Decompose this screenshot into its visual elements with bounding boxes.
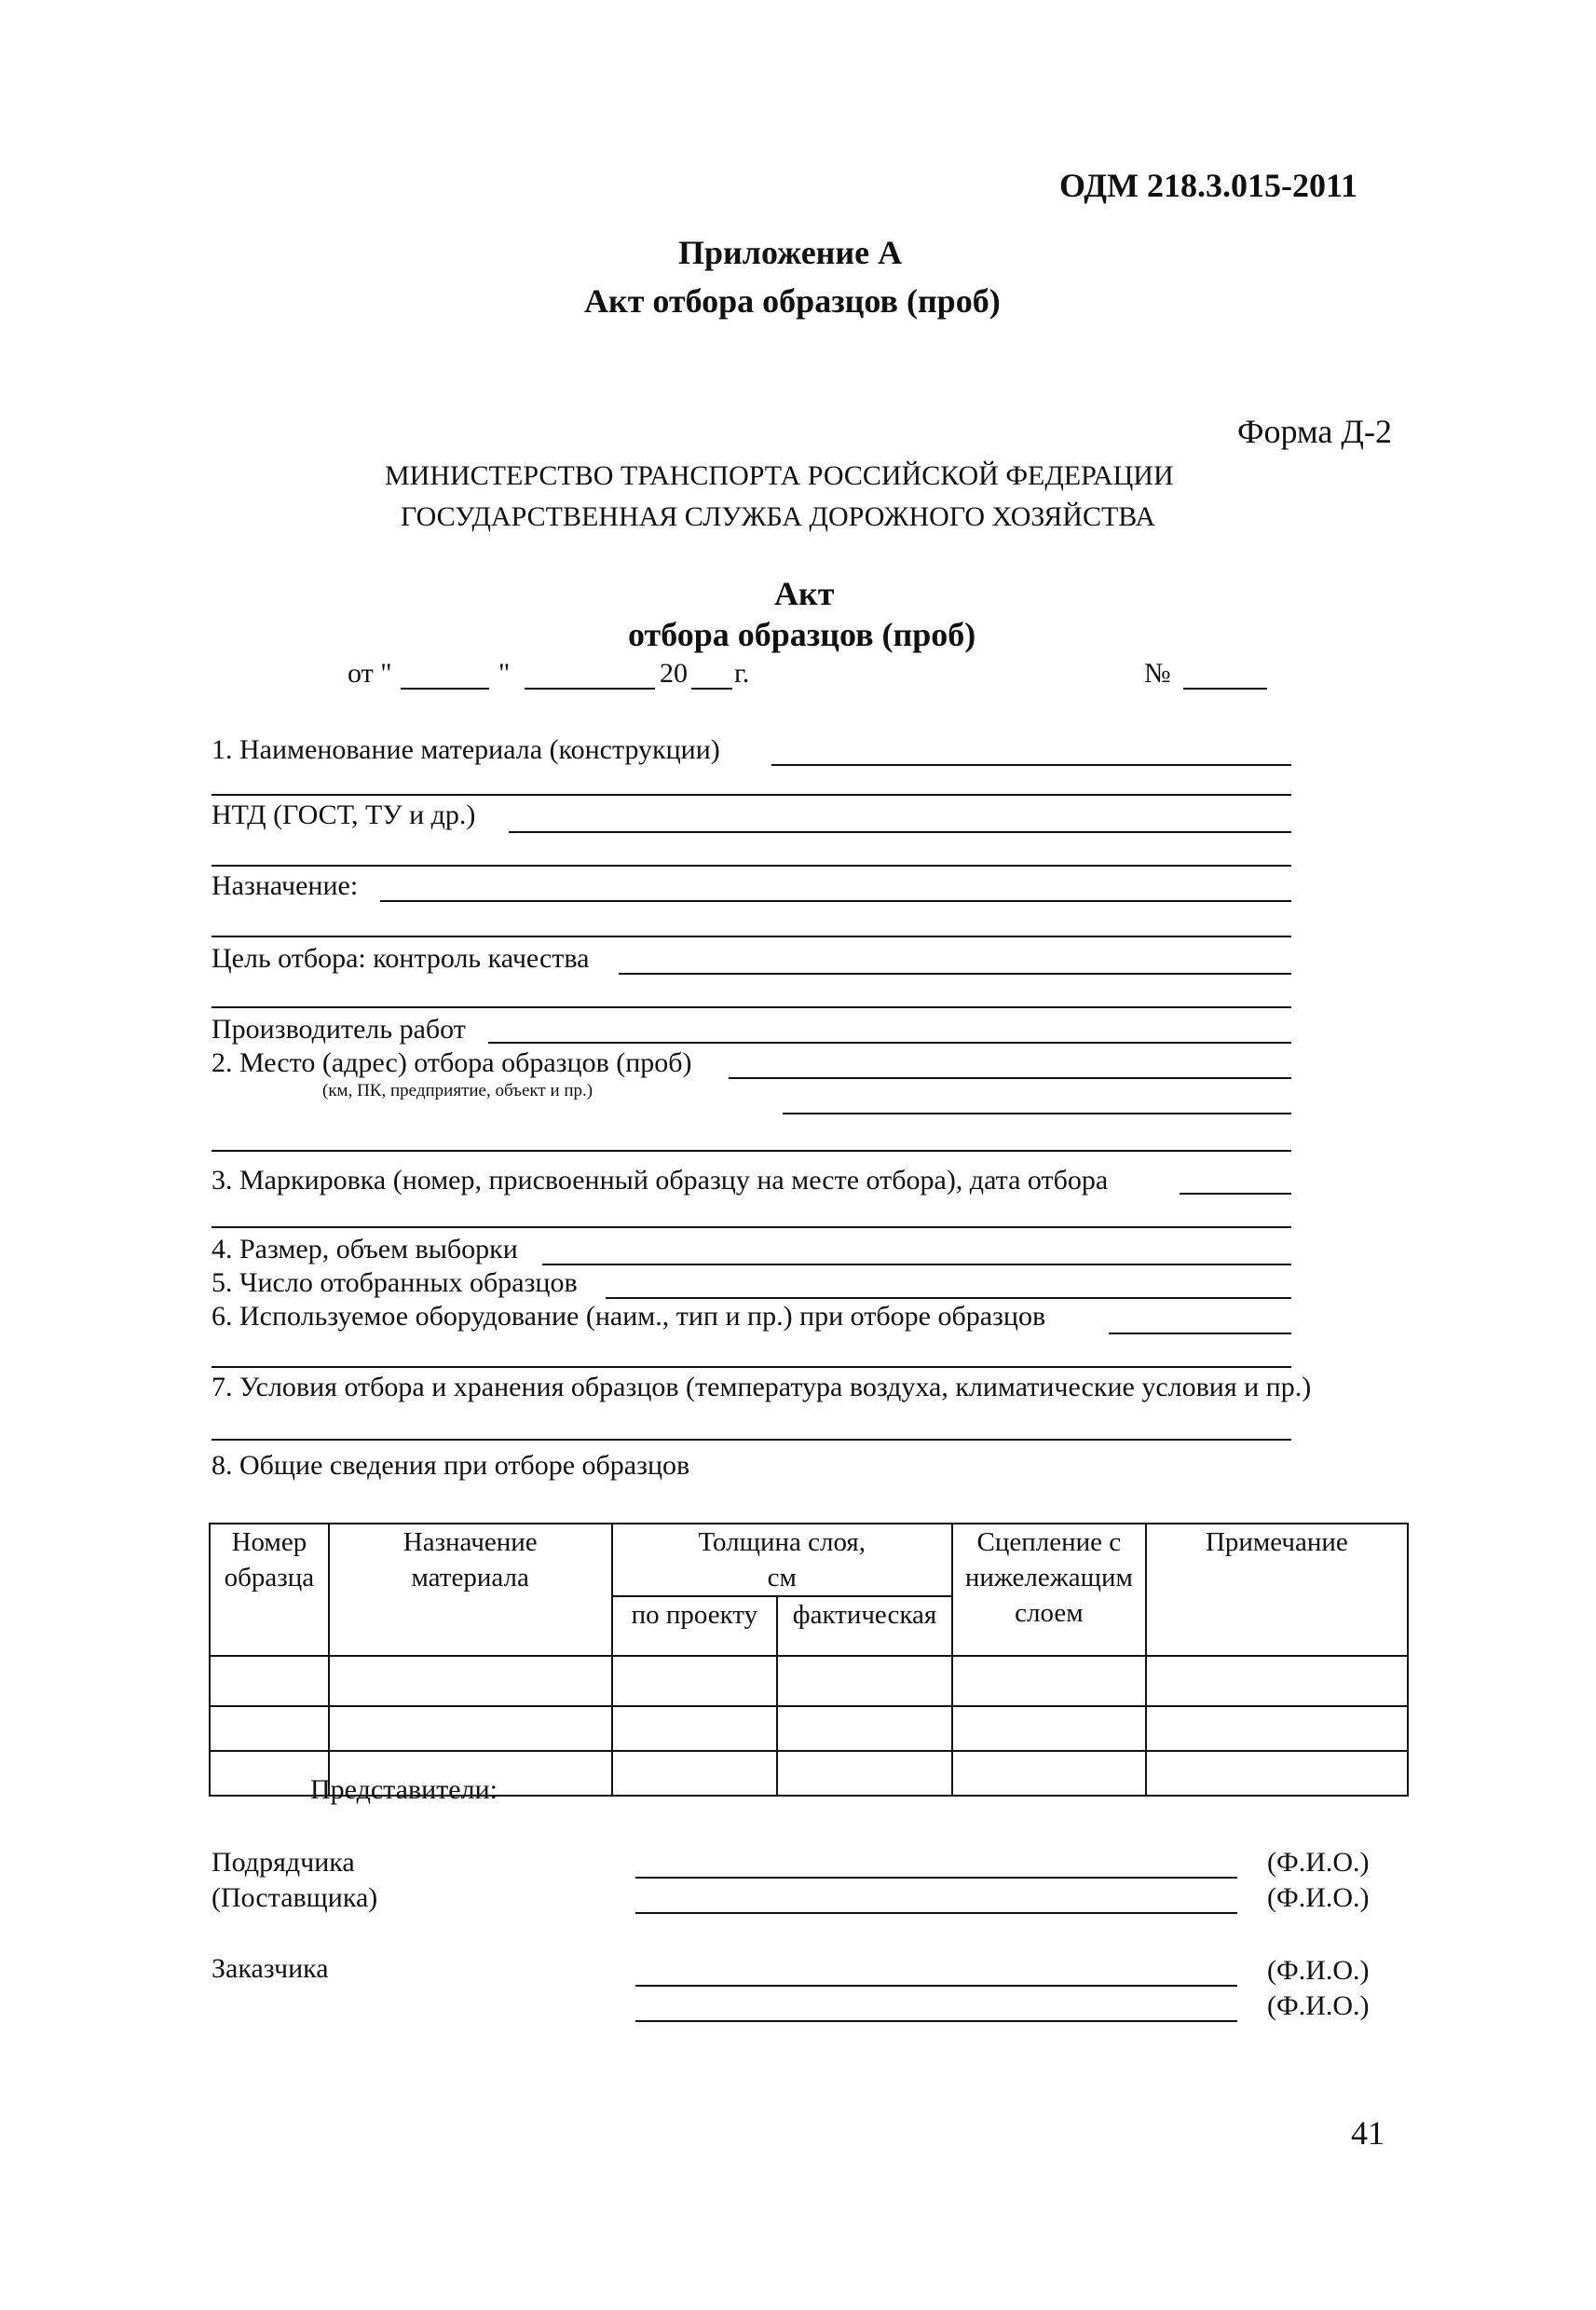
field-ntd-line[interactable] (509, 831, 1291, 833)
header-layer-thickness: Толщина слоя, см (612, 1524, 952, 1596)
date-quote: " (498, 658, 511, 689)
act-subtitle: отбора образцов (проб) (628, 616, 976, 653)
table-cell[interactable] (1146, 1656, 1408, 1706)
day-blank[interactable] (401, 688, 489, 690)
field-purpose-line[interactable] (380, 900, 1291, 902)
table-cell[interactable] (952, 1706, 1146, 1751)
form-code: Форма Д-2 (1237, 413, 1392, 450)
field-goal-line[interactable] (619, 973, 1291, 975)
table-row (210, 1706, 1408, 1751)
field-place-line-3[interactable] (211, 1150, 1291, 1152)
supplier-label: (Поставщика) (211, 1882, 378, 1913)
table-row (210, 1656, 1408, 1706)
supplier-fio: (Ф.И.О.) (1267, 1882, 1370, 1913)
act-title: Акт (774, 575, 835, 612)
contractor-signature-line[interactable] (635, 1877, 1237, 1879)
field-conditions-label: 7. Условия отбора и хранения образцов (температура воздуха, климатические условия и пр.) (211, 1372, 1312, 1402)
header-design-thickness: по проекту (612, 1596, 778, 1656)
field-producer-line[interactable] (488, 1042, 1291, 1044)
table-cell[interactable] (777, 1706, 952, 1751)
header-note: Примечание (1146, 1524, 1408, 1656)
header-actual-thickness: фактическая (777, 1596, 952, 1656)
table-cell[interactable] (777, 1656, 952, 1706)
number-blank[interactable] (1183, 688, 1267, 690)
table-cell[interactable] (329, 1706, 612, 1751)
supplier-signature-line[interactable] (635, 1912, 1237, 1914)
field-material-line[interactable] (771, 764, 1291, 766)
field-size-label: 4. Размер, объем выборки (211, 1234, 518, 1264)
page-number: 41 (1351, 2114, 1385, 2152)
contractor-label: Подрядчика (211, 1847, 355, 1878)
field-producer-label: Производитель работ (211, 1014, 466, 1045)
field-purpose-label: Назначение: (211, 870, 359, 901)
contractor-fio: (Ф.И.О.) (1267, 1847, 1370, 1878)
ministry-line-1: МИНИСТЕРСТВО ТРАНСПОРТА РОССИЙСКОЙ ФЕДЕРАЦИИ (385, 460, 1174, 491)
field-size-line[interactable] (542, 1264, 1291, 1265)
field-marking-line[interactable] (1180, 1193, 1291, 1195)
year-suffix: г. (734, 658, 750, 689)
date-prefix: от " (348, 658, 392, 689)
field-equipment-line-2[interactable] (211, 1366, 1291, 1368)
samples-table (209, 1523, 1409, 1797)
ministry-line-2: ГОСУДАРСТВЕННАЯ СЛУЖБА ДОРОЖНОГО ХОЗЯЙСТВА (401, 501, 1156, 532)
customer-signature-line-2[interactable] (635, 2020, 1237, 2022)
field-equipment-label: 6. Используемое оборудование (наим., тип и пр.) при отборе образцов (211, 1301, 1046, 1332)
header-material-purpose: Назначение материала (329, 1524, 612, 1656)
field-count-line[interactable] (606, 1297, 1291, 1299)
field-place-hint: (км, ПК, предприятие, объект и пр.) (322, 1081, 593, 1100)
field-goal-line-2[interactable] (211, 1006, 1291, 1008)
field-general-label: 8. Общие сведения при отборе образцов (211, 1450, 690, 1481)
field-purpose-line-2[interactable] (211, 936, 1291, 937)
document-code: ОДМ 218.3.015-2011 (1059, 167, 1357, 204)
year-blank[interactable] (691, 688, 732, 690)
customer-signature-line[interactable] (635, 1985, 1237, 1987)
field-place-label: 2. Место (адрес) отбора образцов (проб) (211, 1047, 692, 1078)
header-adhesion: Сцепление с нижележащим слоем (952, 1524, 1146, 1656)
table-cell[interactable] (1146, 1751, 1408, 1796)
field-goal-label: Цель отбора: контроль качества (211, 943, 590, 974)
appendix-subtitle: Акт отбора образцов (проб) (584, 282, 1001, 320)
customer-fio: (Ф.И.О.) (1267, 1955, 1370, 1986)
table-cell[interactable] (329, 1656, 612, 1706)
field-material-line-2[interactable] (211, 794, 1291, 796)
table-cell[interactable] (1146, 1706, 1408, 1751)
year-prefix: 20 (660, 658, 688, 689)
table-cell[interactable] (210, 1656, 329, 1706)
table-cell[interactable] (777, 1751, 952, 1796)
field-conditions-line[interactable] (211, 1439, 1291, 1441)
field-marking-label: 3. Маркировка (номер, присвоенный образцу на месте отбора), дата отбора (211, 1165, 1109, 1196)
field-ntd-label: НТД (ГОСТ, ТУ и др.) (211, 800, 476, 830)
field-material-label: 1. Наименование материала (конструкции) (211, 734, 720, 765)
representatives-label: Представители: (310, 1774, 498, 1805)
field-marking-line-2[interactable] (211, 1226, 1291, 1228)
table-cell[interactable] (952, 1656, 1146, 1706)
table-cell[interactable] (612, 1706, 778, 1751)
field-equipment-line[interactable] (1109, 1333, 1291, 1334)
header-sample-number: Номер образца (210, 1524, 329, 1656)
table-cell[interactable] (210, 1706, 329, 1751)
customer-label: Заказчика (211, 1953, 329, 1984)
field-count-label: 5. Число отобранных образцов (211, 1267, 578, 1298)
table-cell[interactable] (612, 1656, 778, 1706)
table-cell[interactable] (612, 1751, 778, 1796)
appendix-title: Приложение А (678, 234, 903, 271)
table-header-row (210, 1524, 1408, 1596)
field-ntd-line-2[interactable] (211, 865, 1291, 867)
field-place-line-2[interactable] (783, 1113, 1291, 1114)
number-label: № (1144, 658, 1171, 689)
field-place-line[interactable] (729, 1077, 1291, 1079)
customer-fio-2: (Ф.И.О.) (1267, 1990, 1370, 2021)
month-blank[interactable] (525, 688, 655, 690)
table-cell[interactable] (952, 1751, 1146, 1796)
